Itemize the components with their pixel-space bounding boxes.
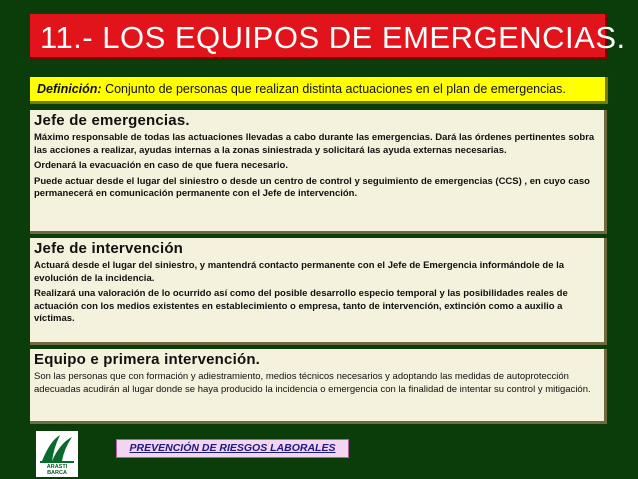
section-paragraph: Ordenará la evacuación en caso de que fuera necesario. [34,160,288,171]
logo-line1: ARASTI [46,464,68,470]
company-logo-icon [36,431,78,465]
section-paragraph: Máximo responsable de todas las actuaciones llevadas a cabo durante las emergencias. Dará las órdenes pertinentes sobra las acciones a realizar, ayudas internas a la zonas siniestrada y solicitará las ayuda externas necesarias. [34,132,595,156]
company-logo [36,431,78,477]
definition-label: Definición: [37,82,102,96]
section-heading: Equipo e primera intervención. [34,351,261,368]
section-paragraph: Son las personas que con formación y adiestramiento, medios técnicos necesarios y adoptando las medidas de autoprotección adecuadas acudirán al lugar donde se haya producido la incidencia o emergencia con la finalidad de intentar su control y mitigación. [34,371,591,395]
section-heading: Jefe de emergencias. [34,112,190,129]
logo-line2: BARCA [47,469,67,476]
section-jefe-intervencion [30,238,607,345]
definition-bar [30,77,608,104]
section-heading: Jefe de intervención [34,240,184,257]
footer-label: PREVENCIÓN DE RIESGOS LABORALES [129,442,336,454]
section-paragraph: Actuará desde el lugar del siniestro, y mantendrá contacto permanente con el Jefe de Emergencia informándole de la evolución de la incidencia. [34,260,565,284]
section-paragraph: Realizará una valoración de lo ocurrido así como del posible desarrollo especio temporal y las posibilidades reales de actuación con los medios existentes en establecimiento o empresa, tanto de intervención, extinción como a auxilio a víctimas. [34,288,568,324]
definition-text: Conjunto de personas que realizan distinta actuaciones en el plan de emergencias. [105,82,566,96]
section-paragraph: Puede actuar desde el lugar del siniestro o desde un centro de control y seguimiento de emergencias (CCS) , en cuyo caso permanecerá en comunicación permanente con el Jefe de intervención. [34,175,590,199]
title-bar [30,14,626,60]
page-title: 11.- LOS EQUIPOS DE EMERGENCIAS. [40,20,626,55]
section-equipo-primera-intervencion [30,349,607,424]
footer-bar [116,439,349,458]
section-jefe-emergencias [30,110,607,234]
